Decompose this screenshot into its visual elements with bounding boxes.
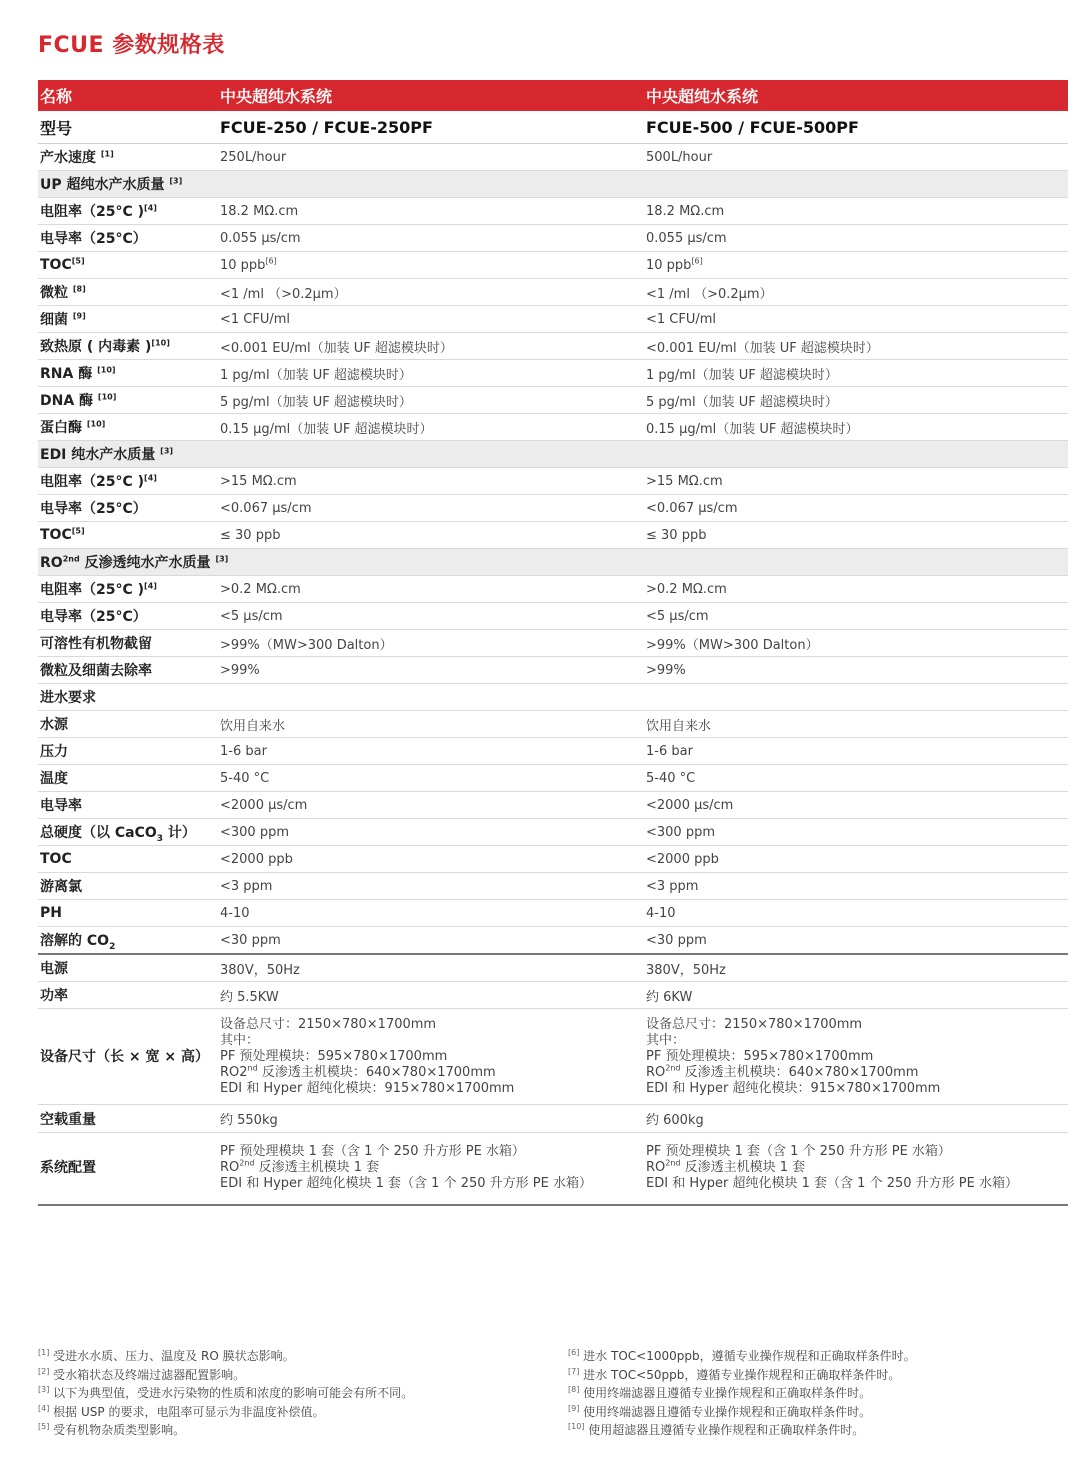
row-value-col1: 约 5.5KW [218,982,644,1009]
row-label: 电阻率（25°C )[4] [38,576,218,603]
row-value-col1: >0.2 MΩ.cm [218,576,644,603]
row-label: TOC[5] [38,252,218,279]
row-value-col1: 约 550kg [218,1105,644,1133]
row-value-col2: <2000 µs/cm [644,792,1068,819]
footnote: [7] 进水 TOC<50ppb，遵循专业操作规程和正确取样条件时。 [568,1366,901,1382]
row-value-col1: 0.15 µg/ml（加装 UF 超滤模块时） [218,414,644,441]
config-line: $RO^{2nd}$ 反渗透主机模块 1 套 [646,1158,806,1176]
model-label: 型号 [38,111,218,144]
row-label: 系统配置 [38,1133,218,1205]
table-row [38,387,1068,414]
row-value-col2: >99% [644,657,1068,684]
section-label: EDI 纯水产水质量 [3] [38,441,1068,468]
row-value-col1: 5-40 °C [218,765,644,792]
row-value-col1: >99% [218,657,644,684]
header-col2: 中央超纯水系统 [644,80,1068,111]
table-row [38,225,1068,252]
footnote: [2] 受水箱状态及终端过滤器配置影响。 [38,1366,246,1382]
config-line: $RO^{2nd}$ 反渗透主机模块 1 套 [220,1158,380,1176]
row-label: 电导率（25°C） [38,225,218,252]
size-line: 设备总尺寸：2150×780×1700mm [646,1016,863,1032]
section-label: 进水要求 [38,684,1068,711]
row-value-col2: 0.15 µg/ml（加装 UF 超滤模块时） [644,414,1068,441]
size-line: $RO^{2nd}$ 反渗透主机模块：640×780×1700mm [646,1063,919,1080]
size-line: 其中： [220,1032,260,1048]
size-line: EDI 和 Hyper 超纯化模块：915×780×1700mm [220,1080,515,1096]
row-value-col2: 饮用自来水 [644,711,1068,738]
row-value-col2: 18.2 MΩ.cm [644,198,1068,225]
row-value-col1: 1 pg/ml（加装 UF 超滤模块时） [218,360,644,387]
table-row [38,144,1068,171]
row-value-col1: 250L/hour [218,144,644,171]
row-label: 电导率 [38,792,218,819]
row-value-col1: <3 ppm [218,873,644,900]
footnote: [6] 进水 TOC<1000ppb，遵循专业操作规程和正确取样条件时。 [568,1348,916,1363]
table-row [38,279,1068,306]
row-value-col2: 约 6KW [644,982,1068,1009]
row-label: 微粒及细菌去除率 [38,657,218,684]
table-row [38,306,1068,333]
table-row [38,630,1068,657]
row-label: PH [38,900,218,927]
table-row [38,252,1068,279]
config-line: EDI 和 Hyper 超纯化模块 1 套（含 1 个 250 升方形 PE 水箱） [220,1176,592,1192]
table-row [38,360,1068,387]
model-col1: FCUE-250 / FCUE-250PF [218,111,644,144]
row-value-col1: 4-10 [218,900,644,927]
row-value-col1: <2000 ppb [218,846,644,873]
row-value-col1: <30 ppm [218,927,644,955]
row-label: 功率 [38,982,218,1009]
row-value-col2: <2000 ppb [644,846,1068,873]
row-value-col1: 5 pg/ml（加装 UF 超滤模块时） [218,387,644,414]
model-col2: FCUE-500 / FCUE-500PF [644,111,1068,144]
row-value-col2: >99%（MW>300 Dalton） [644,630,1068,657]
row-value-col2 [644,1009,1068,1105]
table-header-row [38,80,1068,111]
row-label: 水源 [38,711,218,738]
row-label: 细菌 [9] [38,306,218,333]
section-row-edi [38,441,1068,468]
row-label: RNA 酶 [10] [38,360,218,387]
footnotes-left [38,1347,538,1440]
footnotes-right [568,1347,1048,1440]
footnote: [3] 以下为典型值，受进水污染物的性质和浓度的影响可能会有所不同。 [38,1385,414,1400]
table-row [38,1105,1068,1133]
table-row [38,414,1068,441]
row-value-col2: <3 ppm [644,873,1068,900]
row-label: 设备尺寸（长 × 宽 × 高） [38,1009,218,1105]
row-label: 游离氯 [38,873,218,900]
config-line: EDI 和 Hyper 超纯化模块 1 套（含 1 个 250 升方形 PE 水箱） [646,1176,1018,1192]
row-value-col2: 1 pg/ml（加装 UF 超滤模块时） [644,360,1068,387]
row-label: DNA 酶 [10] [38,387,218,414]
config-line: PF 预处理模块 1 套（含 1 个 250 升方形 PE 水箱） [646,1144,951,1160]
row-value-col2: 10 ppb[6] [644,252,1068,279]
page-title: FCUE 参数规格表 [38,33,225,58]
row-value-col1: <5 µs/cm [218,603,644,630]
row-value-col2: ≤ 30 ppb [644,522,1068,549]
table-row [38,900,1068,927]
table-row [38,603,1068,630]
footnote: [10] 使用超滤器且遵循专业操作规程和正确取样条件时。 [568,1422,865,1437]
table-row [38,846,1068,873]
row-value-col1: 饮用自来水 [218,711,644,738]
size-line: 设备总尺寸：2150×780×1700mm [220,1016,437,1032]
row-value-col1: ≤ 30 ppb [218,522,644,549]
header-col1: 中央超纯水系统 [218,80,644,111]
row-value-col2: 5-40 °C [644,765,1068,792]
row-value-col1: 380V，50Hz [218,954,644,982]
row-value-col1: <1 CFU/ml [218,306,644,333]
row-value-col2: 500L/hour [644,144,1068,171]
section-row-feed [38,684,1068,711]
row-value-col1: >99%（MW>300 Dalton） [218,630,644,657]
row-value-col1: <0.067 µs/cm [218,495,644,522]
row-value-col2: >0.2 MΩ.cm [644,576,1068,603]
row-label: 空载重量 [38,1105,218,1133]
row-label: 电导率（25°C） [38,603,218,630]
row-label: 电源 [38,954,218,982]
row-value-col1 [218,1009,644,1105]
footnote: [1] 受进水水质、压力、温度及 RO 膜状态影响。 [38,1348,295,1363]
size-line: PF 预处理模块：595×780×1700mm [646,1048,874,1064]
row-label: 微粒 [8] [38,279,218,306]
table-row [38,819,1068,846]
table-row [38,954,1068,982]
row-value-col1: <0.001 EU/ml（加装 UF 超滤模块时） [218,333,644,360]
size-line: EDI 和 Hyper 超纯化模块：915×780×1700mm [646,1080,941,1096]
row-value-col2: 380V，50Hz [644,954,1068,982]
row-value-col1: 10 ppb[6] [218,252,644,279]
footnote: [4] 根据 USP 的要求，电阻率可显示为非温度补偿值。 [38,1403,325,1419]
row-label: 电阻率（25°C )[4] [38,198,218,225]
table-row [38,576,1068,603]
section-row-up [38,171,1068,198]
row-value-col2: 1-6 bar [644,738,1068,765]
row-value-col2: >15 MΩ.cm [644,468,1068,495]
row-value-col2: <5 µs/cm [644,603,1068,630]
row-value-col2: <1 CFU/ml [644,306,1068,333]
row-label: 致热原 ( 内毒素 )[10] [38,333,218,360]
footnote: [9] 使用终端滤器且遵循专业操作规程和正确取样条件时。 [568,1403,872,1419]
row-value-col2: <0.001 EU/ml（加装 UF 超滤模块时） [644,333,1068,360]
row-value-col2: 0.055 µs/cm [644,225,1068,252]
table-row [38,927,1068,955]
table-row [38,711,1068,738]
row-value-col2: <0.067 µs/cm [644,495,1068,522]
row-value-col1: 18.2 MΩ.cm [218,198,644,225]
row-value-col2: 5 pg/ml（加装 UF 超滤模块时） [644,387,1068,414]
model-row [38,111,1068,144]
row-label: TOC[5] [38,522,218,549]
table-row [38,468,1068,495]
row-value-col2: <30 ppm [644,927,1068,955]
spec-table [38,80,1068,1206]
section-label: $RO^{2nd}$ 反渗透纯水产水质量 [3] [38,549,1068,576]
row-value-col2: 约 600kg [644,1105,1068,1133]
row-label: 电阻率（25°C )[4] [38,468,218,495]
table-row [38,198,1068,225]
row-label: 总硬度（以 CaCO$_3$ 计） [38,819,218,846]
row-label: 产水速度 [1] [38,144,218,171]
row-label: 可溶性有机物截留 [38,630,218,657]
size-line: 其中： [646,1032,686,1048]
table-row [38,657,1068,684]
table-row [38,333,1068,360]
row-label: 电导率（25°C） [38,495,218,522]
table-row [38,495,1068,522]
row-value-col1: 1-6 bar [218,738,644,765]
row-value-col1 [218,1133,644,1205]
table-row [38,873,1068,900]
size-line: RO2nd 反渗透主机模块：640×780×1700mm [220,1063,496,1080]
size-line: PF 预处理模块：595×780×1700mm [220,1048,448,1064]
table-row-size [38,1009,1068,1105]
table-row [38,982,1068,1009]
row-value-col2: 4-10 [644,900,1068,927]
footnote: [8] 使用终端滤器且遵循专业操作规程和正确取样条件时。 [568,1385,872,1400]
table-row [38,738,1068,765]
table-row [38,765,1068,792]
row-value-col1: <2000 µs/cm [218,792,644,819]
row-value-col1: <300 ppm [218,819,644,846]
row-label: 蛋白酶 [10] [38,414,218,441]
footnote: [5] 受有机物杂质类型影响。 [38,1422,186,1437]
row-label: 压力 [38,738,218,765]
config-line: PF 预处理模块 1 套（含 1 个 250 升方形 PE 水箱） [220,1144,525,1160]
section-label: UP 超纯水产水质量 [3] [38,171,1068,198]
row-label: 溶解的 $CO_2$ [38,927,218,955]
row-value-col2: <1 /ml （>0.2µm） [644,279,1068,306]
table-row-config [38,1133,1068,1205]
row-label: 温度 [38,765,218,792]
table-row [38,522,1068,549]
table-row [38,792,1068,819]
header-name-label: 名称 [38,80,218,111]
row-value-col1: 0.055 µs/cm [218,225,644,252]
section-row-ro [38,549,1068,576]
row-value-col1: <1 /ml （>0.2µm） [218,279,644,306]
row-value-col2: <300 ppm [644,819,1068,846]
row-value-col2 [644,1133,1068,1205]
row-label: TOC [38,846,218,873]
row-value-col1: >15 MΩ.cm [218,468,644,495]
